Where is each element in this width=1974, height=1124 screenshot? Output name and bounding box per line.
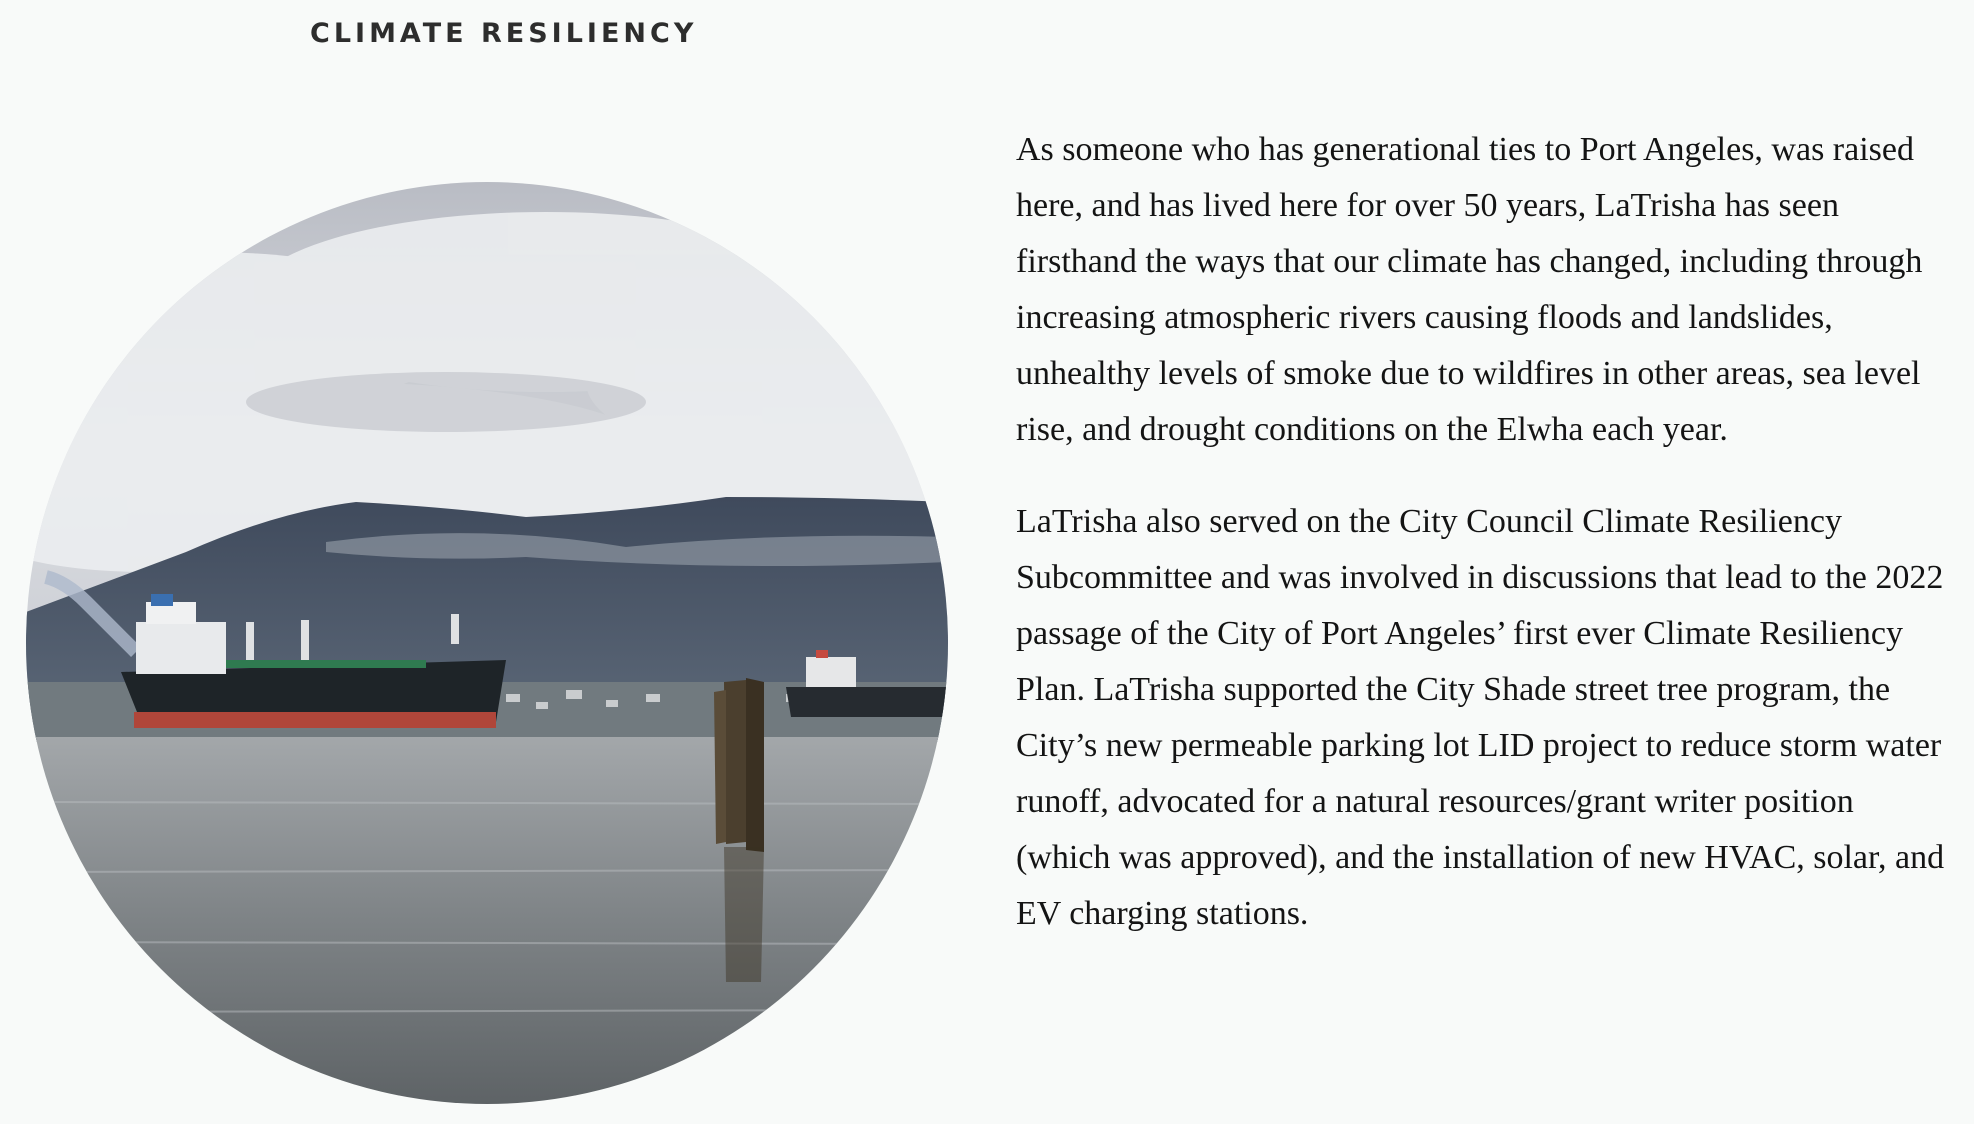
section-heading: CLIMATE RESILIENCY (310, 18, 698, 49)
paragraph-background: As someone who has generational ties to Port Angeles, was raised here, and has lived here for over 50 years, LaTrisha has seen firsthand the ways that our climate has changed, including through increasing atmospheric rivers causing floods and landslides, unhealthy levels of smoke due to wildfires in other areas, sea level rise, and drought conditions on the Elwha each year. (1016, 131, 1923, 448)
harbor-photo (26, 182, 948, 1104)
body-text (1016, 122, 1956, 978)
water-icon (26, 737, 948, 1104)
paragraph-council-work: LaTrisha also served on the City Council Climate Resiliency Subcommittee and was involved in discussions that lead to the 2022 passage of the City of Port Angeles’ first ever Climate Resiliency Plan. LaTrisha supported the City Shade street tree program, the City’s new permeable parking lot LID project to reduce storm water runoff, advocated for a natural resources/grant writer position (which was approved), and the installation of new HVAC, solar, and EV charging stations. (1016, 503, 1945, 932)
harbor-scene-image (26, 182, 948, 1104)
